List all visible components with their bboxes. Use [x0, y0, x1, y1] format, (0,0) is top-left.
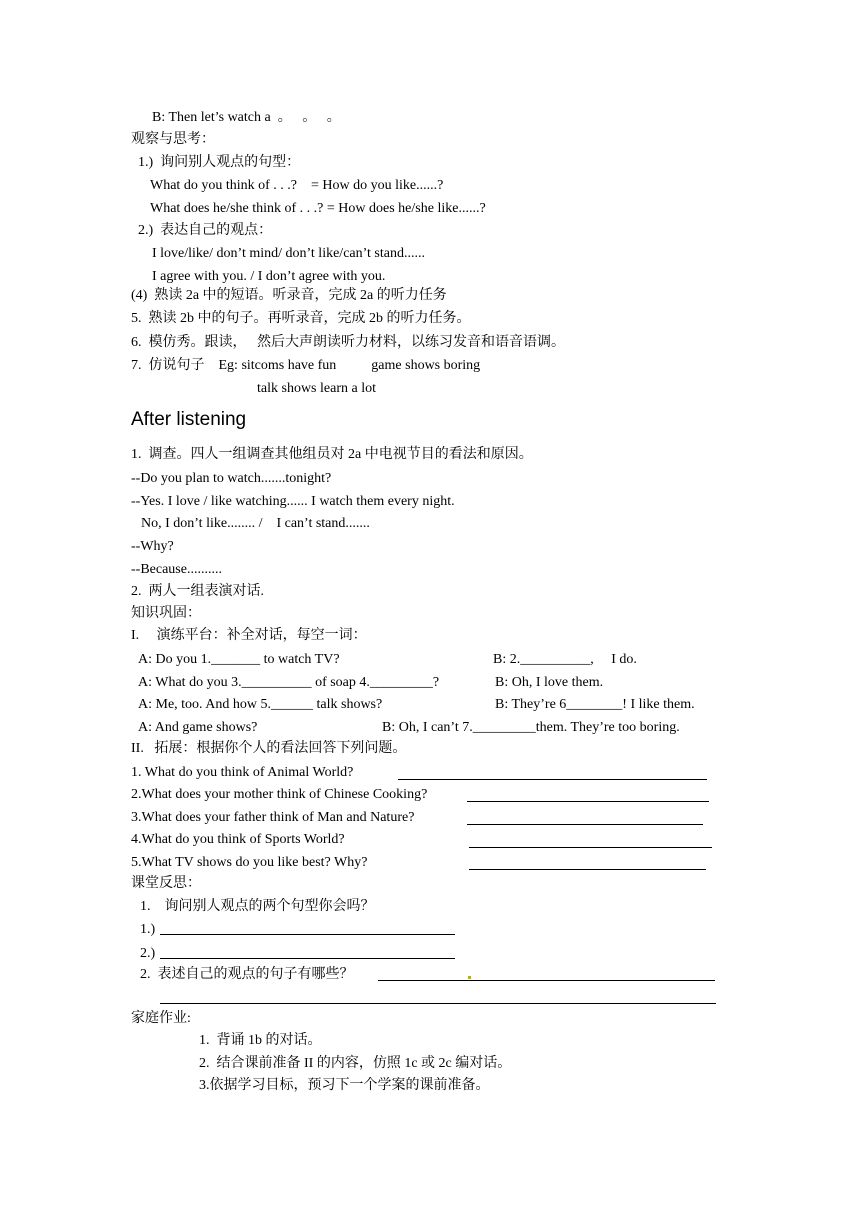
reflect-heading: 课堂反思： [131, 876, 201, 891]
ask-pattern-2: What does he/she think of . . .? = How does he/she like......? [150, 201, 486, 216]
question-3: 3.What does your father think of Man and Nature? [131, 810, 415, 825]
reflect-answer-label: 2.) [140, 946, 156, 961]
dialogue-line: --Yes. I love / like watching...... I watch them every night. [131, 494, 455, 509]
question-5: 5.What TV shows do you like best? Why? [131, 855, 368, 870]
homework-item-2: 2. 结合课前准备 II 的内容，仿照 1c 或 2c 编对话。 [199, 1056, 512, 1071]
dialogue-line: --Do you plan to watch.......tonight? [131, 471, 332, 486]
after-listening-heading: After listening [131, 409, 247, 430]
answer-line [160, 958, 455, 959]
consolidate-heading: 知识巩固： [131, 606, 201, 621]
observe-heading: 观察与思考： [131, 132, 215, 147]
answer-line [398, 779, 707, 780]
answer-line [160, 934, 455, 935]
question-1: 1. What do you think of Animal World? [131, 765, 354, 780]
step-4: (4) 熟读 2a 中的短语。听录音，完成 2a 的听力任务 [131, 288, 447, 303]
express-line-2: I agree with you. / I don’t agree with you. [152, 269, 386, 284]
question-2: 2.What does your mother think of Chinese Cooking? [131, 787, 428, 802]
practice-title: I. 演练平台：补全对话，每空一词： [131, 628, 367, 643]
practice-line: A: Me, too. And how 5.______ talk shows? [138, 697, 383, 712]
reflect-question-1: 1. 询问别人观点的两个句型你会吗？ [140, 899, 375, 914]
dialogue-line: --Because.......... [131, 562, 222, 577]
step-6: 6. 模仿秀。跟读， 然后大声朗读听力材料，以练习发音和语音语调。 [131, 335, 565, 350]
reflect-question-2: 2. 表述自己的观点的句子有哪些？ [140, 967, 354, 982]
dialogue-line: --Why? [131, 539, 174, 554]
step-5: 5. 熟读 2b 中的句子。再听录音，完成 2b 的听力任务。 [131, 311, 471, 326]
practice-line: B: They’re 6________! I like them. [495, 697, 695, 712]
express-title: 2.) 表达自己的观点： [138, 223, 273, 238]
practice-line: B: Oh, I love them. [495, 675, 604, 690]
answer-line [467, 801, 709, 802]
marker-dot [468, 976, 471, 979]
practice-line: A: Do you 1._______ to watch TV? [138, 652, 340, 667]
answer-line [469, 869, 706, 870]
homework-heading: 家庭作业: [131, 1011, 191, 1026]
answer-line [469, 847, 712, 848]
dialogue-line-b-then: B: Then let’s watch a 。 。 。 [152, 110, 341, 125]
practice-line: A: What do you 3.__________ of soap 4._________? [138, 675, 440, 690]
express-line-1: I love/like/ don’t mind/ don’t like/can’t stand...... [152, 246, 425, 261]
survey-task: 1. 调查。四人一组调查其他组员对 2a 中电视节目的看法和原因。 [131, 447, 533, 462]
practice-line: A: And game shows? [138, 720, 258, 735]
reflect-answer-label: 1.) [140, 922, 156, 937]
homework-item-3: 3.依据学习目标，预习下一个学案的课前准备。 [199, 1078, 490, 1093]
practice-line: B: Oh, I can’t 7._________them. They’re too boring. [382, 720, 680, 735]
question-4: 4.What do you think of Sports World? [131, 832, 345, 847]
ask-pattern-title: 1.) 询问别人观点的句型： [138, 155, 301, 170]
homework-item-1: 1. 背诵 1b 的对话。 [199, 1033, 322, 1048]
answer-line [378, 980, 715, 981]
ask-pattern-1: What do you think of . . .? = How do you like......? [150, 178, 444, 193]
practice-line: B: 2.__________, I do. [493, 652, 637, 667]
extend-title: II. 拓展：根据你个人的看法回答下列问题。 [131, 741, 407, 756]
answer-line [467, 824, 703, 825]
pair-task: 2. 两人一组表演对话. [131, 584, 264, 599]
answer-line [160, 1003, 716, 1004]
dialogue-line: No, I don’t like........ / I can’t stand....... [141, 516, 370, 531]
step-7: 7. 仿说句子 Eg: sitcoms have fun game shows boring [131, 358, 481, 373]
step-7-example: talk shows learn a lot [257, 381, 376, 396]
